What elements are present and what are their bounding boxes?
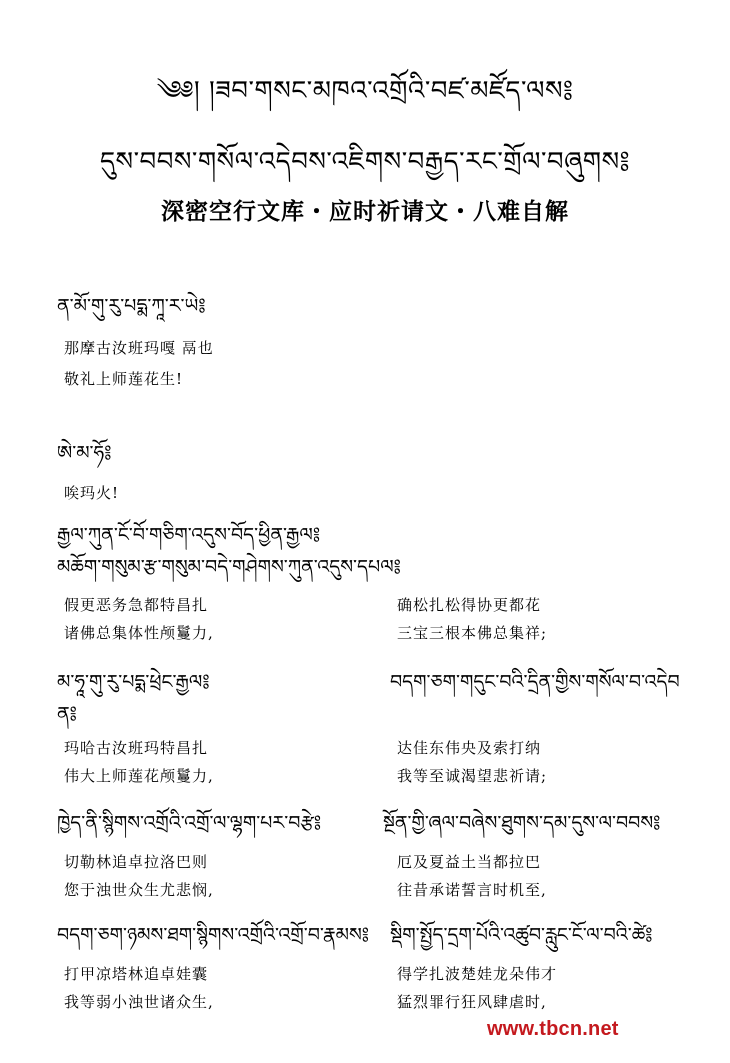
verse-1-right-translation: 三宝三根本佛总集祥; <box>397 624 548 642</box>
verse-2-right-translation: 我等至诚渴望悲祈请; <box>397 767 548 785</box>
tibetan-title-line-2: དུས་བབས་གསོལ་འདེབས་འཇིགས་བརྒྱད་རང་གྲོལ་བཞུགས༔ <box>99 147 631 177</box>
invocation-tibetan: ཨེ་མ་ཧོ༔ <box>57 442 112 464</box>
verse-4-right-tibetan: སྡིག་སྤྱོད་དྲག་པོའི་འཚུབ་རླུང་ངོ་ལ་བའི་ཚེ༔ <box>390 924 653 946</box>
homage-translation: 敬礼上师莲花生! <box>64 370 184 388</box>
verse-2-left-tibetan-cont: ན༔ <box>57 703 77 725</box>
verse-4-left-transliteration: 打甲凉塔林追卓娃囊 <box>64 965 209 983</box>
verse-2-left-transliteration: 玛哈古汝班玛特昌扎 <box>64 739 209 757</box>
verse-1-right-transliteration: 确松扎松得协更都花 <box>397 596 542 614</box>
verse-3-left-translation: 您于浊世众生尤悲悯, <box>64 881 214 899</box>
verse-3-right-translation: 往昔承诺誓言时机至, <box>397 881 547 899</box>
verse-4-left-translation: 我等弱小浊世诸众生, <box>64 993 214 1011</box>
verse-4-right-translation: 猛烈罪行狂风肆虐时, <box>397 993 547 1011</box>
chinese-title: 深密空行文库・应时祈请文・八难自解 <box>161 199 569 225</box>
tibetan-title-line-1: ༄༅། །ཟབ་གསང་མཁའ་འགྲོའི་བཛ་མཛོད་ལས༔ <box>156 76 574 106</box>
verse-3-right-transliteration: 厄及夏益土当都拉巴 <box>397 853 542 871</box>
verse-4-left-tibetan: བདག་ཅག་ཉམས་ཐག་སྙིགས་འགྲོའི་འགྲོ་བ་རྣམས༔ <box>57 924 369 946</box>
verse-1-left-transliteration: 假更恶务急都特昌扎 <box>64 596 209 614</box>
verse-2-right-transliteration: 达佳东伟央及索打纳 <box>397 739 542 757</box>
verse-2-left-translation: 伟大上师莲花颅鬘力, <box>64 767 214 785</box>
verse-2-right-tibetan: བདག་ཅག་གདུང་བའི་དྲིན་གྱིས་གསོལ་བ་འདེབ <box>390 671 680 693</box>
verse-4-right-transliteration: 得学扎波楚娃龙朵伟才 <box>397 965 558 983</box>
verse-intro-tibetan-line-1: རྒྱལ་ཀུན་ངོ་བོ་གཅིག་འདུས་བོད་ཕྱིན་རྒྱལ༔ <box>57 524 321 546</box>
homage-tibetan: ན་མོ་གུ་རུ་པདྨ་ཀཱ་ར་ཡེ༔ <box>57 295 206 317</box>
verse-2-left-tibetan: མ་ཧཱ་གུ་རུ་པདྨ་ཕྲེང་རྒྱལ༔ <box>57 671 210 693</box>
invocation-chinese: 唉玛火! <box>64 484 120 502</box>
verse-3-right-tibetan: སྔོན་གྱི་ཞལ་བཞེས་ཐུགས་དམ་དུས་ལ་བབས༔ <box>383 812 661 834</box>
homage-transliteration: 那摩古汝班玛嘎 鬲也 <box>64 339 214 357</box>
verse-1-left-translation: 诸佛总集体性颅鬘力, <box>64 624 214 642</box>
verse-3-left-transliteration: 切勒林追卓拉洛巴则 <box>64 853 209 871</box>
verse-3-left-tibetan: ཁྱེད་ནི་སྙིགས་འགྲོའི་འགྲོ་ལ་ལྷག་པར་བརྩེ༔ <box>57 812 322 834</box>
verse-intro-tibetan-line-2: མཆོག་གསུམ་རྩ་གསུམ་བདེ་གཤེགས་ཀུན་འདུས་དཔལ༔ <box>57 556 401 578</box>
site-watermark: www.tbcn.net <box>487 1018 619 1040</box>
